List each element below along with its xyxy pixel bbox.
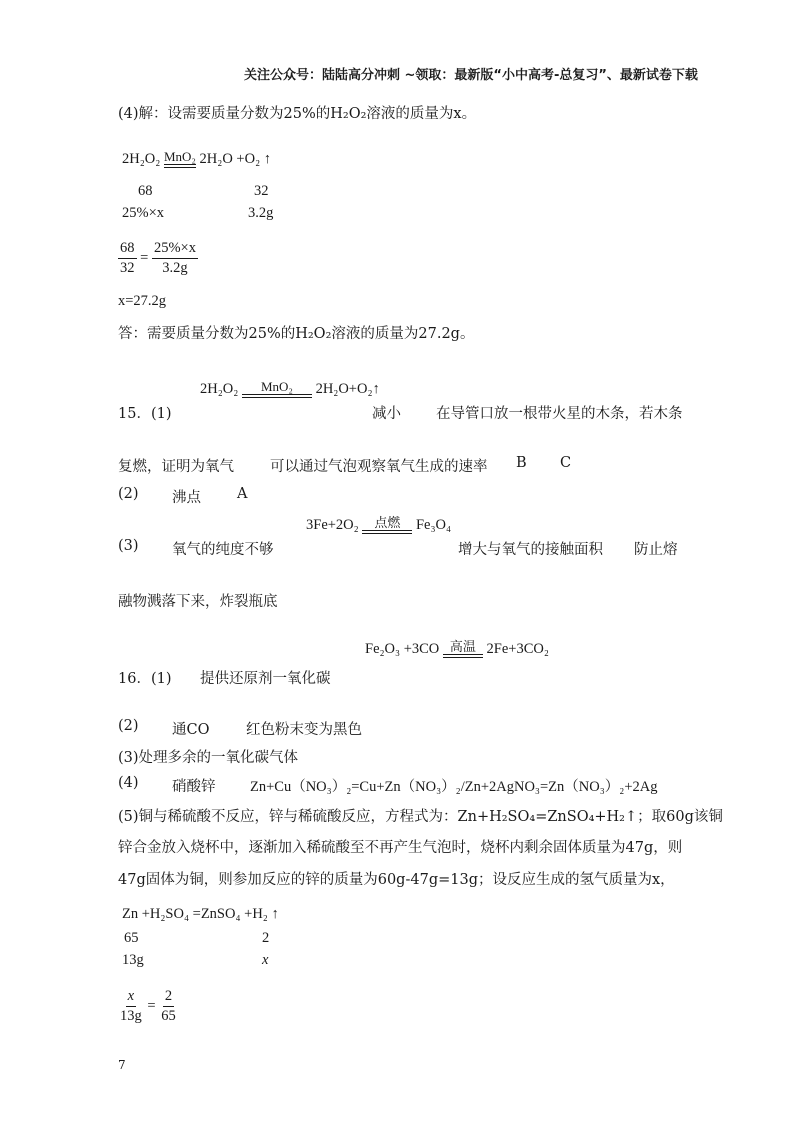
q14-equation: [122, 150, 271, 168]
q15-p2-boiling: 沸点: [172, 490, 201, 506]
q14-ratio-68: 68: [138, 183, 153, 199]
q14-proportion: [118, 240, 198, 277]
q16-p4-zinc-nitrate: 硝酸锌: [172, 779, 216, 795]
q16-ratio-65: 65: [124, 930, 139, 946]
q15-p3-prevent: 防止熔: [634, 542, 678, 558]
q14-fraction-1: [118, 240, 137, 277]
q15-line2-d: C: [560, 455, 572, 471]
q15-line2-b: 可以通过气泡观察氧气生成的速率: [270, 459, 488, 475]
q15-equation: [200, 380, 380, 398]
q14-frac2-numerator: 25%×x: [152, 240, 198, 259]
q15-p3-eq-left: 3Fe+2O₂: [306, 517, 359, 533]
q14-eq-double-bar: [164, 164, 196, 168]
q15-line2-c: B: [516, 455, 527, 471]
q15-p3-area: 增大与氧气的接触面积: [458, 542, 603, 558]
q16-p5-line2: 锌合金放入烧杯中，逐渐加入稀硫酸至不再产生气泡时，烧杯内剩余固体质量为47g，则: [118, 840, 683, 856]
q16-p2-number: (2): [118, 718, 139, 734]
q16-equation: [365, 640, 549, 658]
q14-result: x=27.2g: [118, 293, 167, 309]
page-header: 关注公众号：陆陆高分冲刺 ~领取：最新版“小中高考-总复习”、最新试卷下载: [244, 68, 698, 83]
q16-ratio-13g: 13g: [122, 952, 144, 968]
q16-fraction-1: [118, 988, 144, 1025]
q14-frac-equals: =: [140, 249, 149, 266]
q14-frac1-denominator: 32: [120, 260, 135, 276]
q15-number: 15．(1): [118, 406, 172, 422]
q15-eq-right: 2H₂O+O₂↑: [315, 381, 380, 397]
q15-answer-decrease: 减小: [372, 406, 401, 422]
q16-p5-line1: (5)铜与稀硫酸不反应，锌与稀硫酸反应，方程式为：Zn+H₂SO₄=ZnSO₄+H₂↑；取60g该铜: [118, 809, 723, 825]
q15-p3-eq-condition: [362, 516, 412, 534]
q15-eq-left: 2H₂O₂: [200, 381, 239, 397]
q15-line2-a: 复燃，证明为氧气: [118, 459, 234, 475]
q15-p3-number: (3): [118, 538, 139, 554]
q14-eq-catalyst: MnO₂: [163, 149, 196, 164]
page-number: 7: [118, 1058, 126, 1072]
q14-fraction-2: [152, 240, 198, 277]
q16-equation-2: Zn +H₂SO₄ =ZnSO₄ +H₂ ↑: [122, 906, 279, 922]
q14-ratio-32: 32: [254, 183, 269, 199]
q15-p3-eq-double-bar: [362, 530, 412, 534]
q15-answer-test: 在导管口放一根带火星的木条，若木条: [436, 406, 683, 422]
q16-p5-line3: 47g固体为铜，则参加反应的锌的质量为60g-47g=13g；设反应生成的氢气质量为x，: [118, 872, 675, 888]
q14-eq-condition: [164, 150, 196, 168]
q14-frac2-denominator: 3.2g: [162, 260, 188, 276]
q15-p3-eq-right: Fe₃O₄: [415, 517, 452, 533]
q16-eq-right: 2Fe+3CO₂: [486, 641, 549, 657]
q15-p3-continuation: 融物溅落下来，炸裂瓶底: [118, 594, 278, 610]
q16-fraction-2: [159, 988, 178, 1025]
q15-eq-double-bar: [242, 394, 312, 398]
q14-ratio-mass: 3.2g: [248, 205, 274, 221]
q15-eq-catalyst: MnO₂: [260, 379, 293, 394]
q14-eq-left: 2H₂O₂: [122, 151, 161, 167]
q16-number: 16．(1): [118, 671, 172, 687]
q14-eq-right: 2H₂O +O₂ ↑: [199, 151, 271, 167]
q15-p2-option: A: [237, 486, 248, 502]
q16-eq-left: Fe₂O₃ +3CO: [365, 641, 440, 657]
q15-eq-condition: [242, 380, 312, 398]
q15-p3-purity: 氧气的纯度不够: [172, 542, 274, 558]
q16-frac-equals: =: [147, 997, 156, 1014]
q15-p3-eq-ignite: 点燃: [374, 515, 401, 530]
q16-proportion: [118, 988, 178, 1025]
q16-eq-condition: [443, 640, 483, 658]
q16-p3: (3)处理多余的一氧化碳气体: [118, 750, 299, 766]
q16-p4-equation: Zn+Cu（NO₃）₂=Cu+Zn（NO₃）₂/Zn+2AgNO₃=Zn（NO₃）₂+2Ag: [250, 779, 658, 795]
q16-p1-answer: 提供还原剂一氧化碳: [200, 671, 331, 687]
q14-intro: (4)解：设需要质量分数为25%的H₂O₂溶液的质量为x。: [118, 106, 477, 122]
q16-ratio-2: 2: [262, 930, 270, 946]
q16-ratio-x: x: [262, 952, 269, 968]
q16-frac2-numerator: 2: [163, 988, 174, 1007]
q16-p4-number: (4): [118, 775, 139, 791]
q16-frac1-numerator: x: [126, 988, 136, 1007]
q16-p2-color: 红色粉末变为黑色: [246, 722, 362, 738]
q14-frac1-numerator: 68: [118, 240, 137, 259]
q16-p2-co: 通CO: [172, 722, 210, 738]
q14-ratio-unknown: 25%×x: [122, 205, 165, 221]
q15-p3-equation: [306, 516, 451, 534]
q16-frac1-denominator: 13g: [120, 1008, 142, 1024]
q15-p2-number: (2): [118, 486, 139, 502]
q16-eq-double-bar: [443, 654, 483, 658]
q16-frac2-denominator: 65: [161, 1008, 176, 1024]
q16-eq-high-temp: 高温: [449, 639, 476, 654]
q14-answer: 答：需要质量分数为25%的H₂O₂溶液的质量为27.2g。: [118, 326, 475, 342]
